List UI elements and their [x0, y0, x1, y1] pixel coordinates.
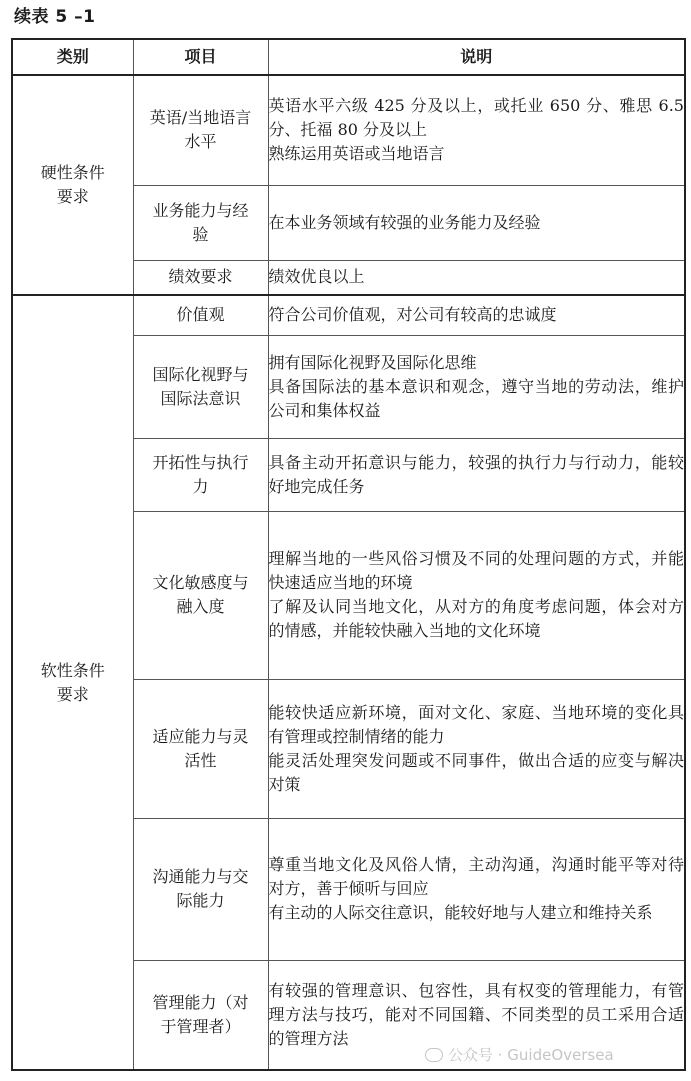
description-line: 理解当地的一些风俗习惯及不同的处理问题的方式，并能快速适应当地的环境 — [268, 549, 684, 592]
requirements-table — [11, 38, 686, 1071]
description-line: 有主动的人际交往意识，能较好地与人建立和维持关系 — [268, 903, 653, 922]
category-cell — [12, 75, 133, 295]
description-cell — [268, 438, 685, 511]
description-line: 能灵活处理突发问题或不同事件，做出合适的应变与解决对策 — [268, 750, 684, 794]
category-label: 硬性条件要求 — [40, 163, 105, 206]
watermark-text: 公众号 · GuideOversea — [448, 1046, 614, 1064]
item-cell — [133, 679, 268, 818]
item-cell — [133, 511, 268, 679]
header-item: 项目 — [133, 39, 268, 75]
header-row — [12, 39, 685, 75]
description-cell — [268, 295, 685, 335]
item-cell — [133, 960, 268, 1070]
description-cell — [268, 335, 685, 438]
description-line: 能较快适应新环境，面对文化、家庭、当地环境的变化具有管理或控制情绪的能力 — [268, 702, 684, 746]
table-row — [12, 295, 685, 335]
description-cell — [268, 511, 685, 679]
item-label: 价值观 — [176, 305, 225, 325]
category-label: 软性条件要求 — [40, 660, 105, 704]
watermark — [425, 1044, 614, 1065]
description-line: 在本业务领域有较强的业务能力及经验 — [268, 212, 541, 232]
description-line: 绩效优良以上 — [268, 267, 365, 287]
item-label: 开拓性与执行力 — [152, 452, 249, 496]
description-cell — [268, 679, 685, 818]
description-cell — [268, 75, 685, 185]
item-label: 国际化视野与国际法意识 — [152, 364, 249, 408]
item-cell — [133, 260, 268, 295]
description-cell — [268, 260, 685, 295]
table-caption: 续表 5 –1 — [14, 7, 96, 27]
item-cell — [133, 185, 268, 260]
item-label: 管理能力（对于管理者） — [152, 992, 249, 1036]
item-label: 沟通能力与交际能力 — [152, 867, 249, 910]
description-cell — [268, 818, 685, 960]
description-line: 熟练运用英语或当地语言 — [268, 144, 445, 164]
item-cell — [133, 75, 268, 185]
description-line: 了解及认同当地文化，从对方的角度考虑问题，体会对方的情感，并能较快融入当地的文化环境 — [268, 597, 684, 640]
item-cell — [133, 335, 268, 438]
item-cell — [133, 438, 268, 511]
description-line: 具备主动开拓意识与能力，较强的执行力与行动力，能较好地完成任务 — [268, 452, 684, 496]
description-cell — [268, 185, 685, 260]
item-cell — [133, 295, 268, 335]
description-line: 有较强的管理意识、包容性，具有权变的管理能力，有管理方法与技巧，能对不同国籍、不同类型的员工采用合适的管理方法 — [268, 980, 684, 1048]
description-line: 具备国际法的基本意识和观念，遵守当地的劳动法，维护公司和集体权益 — [268, 376, 684, 420]
group-soft-requirements — [12, 295, 685, 1070]
category-cell — [12, 295, 133, 1070]
description-line: 尊重当地文化及风俗人情，主动沟通，沟通时能平等对待对方，善于倾听与回应 — [268, 855, 684, 898]
item-cell — [133, 818, 268, 960]
header-category: 类别 — [12, 39, 133, 75]
item-label: 业务能力与经验 — [152, 200, 249, 244]
description-line: 英语水平六级 425 分及以上，或托业 650 分、雅思 6.5 分、托福 80 分及以上 — [268, 96, 684, 140]
item-label: 适应能力与灵活性 — [152, 726, 249, 770]
description-line: 拥有国际化视野及国际化思维 — [268, 352, 477, 372]
item-label: 英语/当地语言水平 — [149, 108, 252, 152]
wechat-icon — [425, 1048, 443, 1062]
group-hard-requirements — [12, 75, 685, 295]
item-label: 文化敏感度与融入度 — [152, 573, 249, 616]
description-line: 符合公司价值观，对公司有较高的忠诚度 — [268, 305, 557, 325]
item-label: 绩效要求 — [168, 267, 233, 287]
table-row — [12, 75, 685, 185]
header-description: 说明 — [268, 39, 685, 75]
